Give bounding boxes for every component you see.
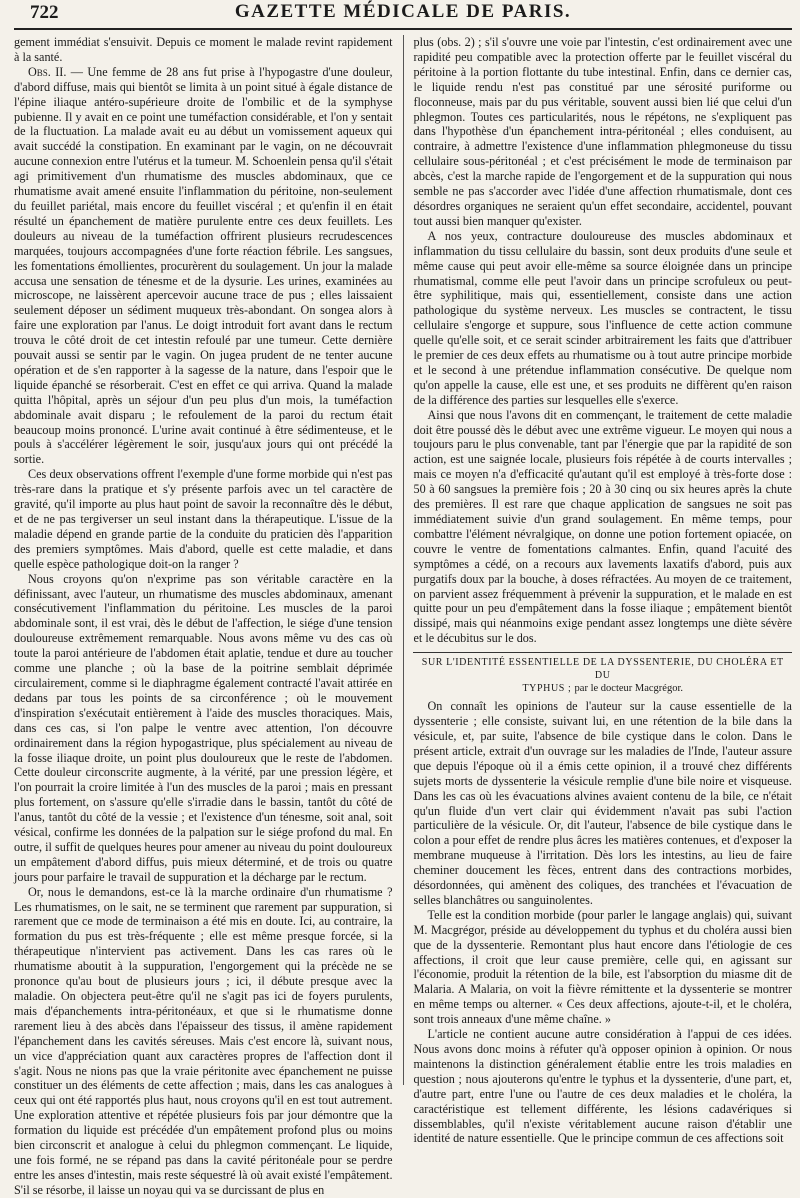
paragraph: Telle est la condition morbide (pour parler le langage anglais) qui, suivant M. Macgrégor, préside au développement du typhus et du choléra aussi bien que de la dyssenterie. Remontant plus haut encore dans l'étiologie de ces affections, il croit que leur cause première, celle qui, en agissant sur l'économie, produit la rétention de la bile, est l'absorption du miasme dit de Malaria. A Malaria, on voit la fièvre rémittente et la dyssenterie se montrer en même temps ou alterner. « Ces deux affections, ajoute-t-il, et le choléra, sont trois anneaux d'une même chaîne. » <box>413 907 792 1027</box>
paragraph: Nous croyons qu'on n'exprime pas son véritable caractère en la définissant, avec l'auteur, un rhumatisme des muscles abdominaux, amenant consécutivement l'inflammation du péritoine. Les muscles de la paroi abdominale sont, il est vrai, dès le début de l'affection, le siége d'une tension douloureuse extrêmement remarquable. Nous avons même vu des cas où toute la paroi antérieure de l'abdomen était aplatie, tendue et dure au toucher comme une planche ; où la base de la poitrine semblait déprimée circulairement, comme si le diaphragme également contracté l'avait attirée en dedans par tous les points de sa circonférence ; où le mouvement d'inspiration s'exécutait entièrement à l'aide des muscles thoraciques. Mais, dans ces cas, si l'on palpe le ventre avec attention, l'on découvre ordinairement dans la région hypogastrique, plus spécialement au niveau de la fosse iliaque droite, un point plus douloureux que le reste de l'abdomen. Cette douleur circonscrite augmente, à la vérité, par une pression légère, et l'on pourrait la croire limitée à l'un des muscles de la paroi ; mais en pressant plus fortement, on s'assure qu'elle s'irradie dans le bassin, tantôt du côté de l'anus, tantôt du côté de la vessie ; et l'existence d'un ténesme, soit anal, soit vésical, confirme les données de la palpation sur le siége profond du mal. En outre, il suffit de quelques heures pour amener au niveau du point douloureux un empâtement d'abord diffus, puis mieux déterminé, et de trois ou quatre jours pour parfaire le travail de suppuration et la décharge par le rectum. <box>14 571 393 884</box>
article-author: par le docteur Macgrégor. <box>574 683 683 695</box>
page-number: 722 <box>30 2 59 23</box>
paragraph: Ainsi que nous l'avons dit en commençant, le traitement de cette maladie doit être poussé dès le début avec une extrême vigueur. Le moyen qui nous a toujours paru le plus convenable, tant par l'énergie que par la rapidité de son action, est une saignée locale, plusieurs fois répétée à de courts intervalles ; mais ce moyen n'a d'efficacité qu'autant qu'il est employé à très-forte dose : 50 à 60 sangsues la première fois ; 20 à 30 cinq ou six heures après la chute des premières. Il est rare que chaque application de sangsues ne soit pas immédiatement suivie d'un grand soulagement. En même temps, pour combattre l'élément névralgique, on donne une potion fortement opiacée, on couvre le ventre de fomentations calmantes. Enfin, quand l'acuité des symptômes a cédé, on a recours aux lavements laxatifs d'abord, puis aux purgatifs doux par la bouche, à doses réfractées. Au moyen de ce traitement, on parvient assez fréquemment à prévenir la suppuration, et le malade en est quitte pour un peu d'empâtement dans la fosse iliaque ; empâtement bientôt dissipé, mais qui néanmoins exige pendant assez longtemps une diète sévère et le décubitus sur le dos. <box>413 407 792 646</box>
article-heading: SUR L'IDENTITÉ ESSENTIELLE DE LA DYSSENTERIE, DU CHOLÉRA ET DU TYPHUS ; par le docteur Macgrégor. <box>421 657 784 695</box>
right-column <box>413 35 792 1146</box>
section-rule <box>413 652 792 653</box>
page-header <box>14 0 792 30</box>
left-column <box>14 35 393 1197</box>
paragraph: A nos yeux, contracture douloureuse des muscles abdominaux et inflammation du tissu cellulaire du bassin, sont deux produits d'une seule et même cause qui peut avoir elle-même sa source éloignée dans un principe rhumatismal, comme elle peut l'avoir dans un principe scrofuleux ou peut-être syphilitique, mais qui, essentiellement, consiste dans une action pathologique du système nerveux. Les muscles se contractent, le tissu cellulaire s'engorge et suppure, sous l'influence de cette action commune quelle qu'elle soit, et ce serait scinder arbitrairement les faits que d'attribuer le premier de ces deux effets au rhumatisme ou à tout autre principe morbide et le second à une prétendue inflammation consécutive. De quelque nom qu'on appelle la cause, elle est une, et ses produits ne diffèrent qu'en raison de la différence des parties sur lesquelles elle s'exerce. <box>413 228 792 407</box>
paragraph: On connaît les opinions de l'auteur sur la cause essentielle de la dyssenterie ; elle consiste, suivant lui, en une rétention de la bile dans la vésicule, et, par suite, l'absence de bile cystique dans le colon. Dans le présent article, extrait d'un ouvrage sur les maladies de l'Inde, l'auteur assure que depuis l'époque où il a émis cette opinion, il a trouvé chez différents sujets morts de dyssenterie la vésicule remplie d'une bile noire et visqueuse. Dans les cas où les évacuations alvines avaient contenu de la bile, ce n'était qu'un fluide d'un vert clair qui évidemment n'avait pas subi l'action particulière de la vésicule. Or, dit l'auteur, l'absence de bile cystique dans le colon a pour effet de rendre plus âcres les matières contenues, et d'exposer la membrane muqueuse à l'irritation. Dès lors les intestins, au lieu de faire cheminer doucement les fèces, entrent dans des contractions morbides, désordonnées, qui amènent des coliques, des tranchées et l'évacuation de selles blanchâtres ou sanguinolentes. <box>413 699 792 907</box>
paragraph-continuation: plus (obs. 2) ; s'il s'ouvre une voie par l'intestin, c'est ordinairement avec une rapidité peu compatible avec la protection offerte par le feuillet viscéral du péritoine à la portion flottante du tube intestinal. Enfin, dans ce dernier cas, le liquide rendu n'est pas constitué par une sérosité puriforme ou floconneuse, mais par du pus véritable, souvent aussi bien lié que celui d'un phlegmon. Toutes ces particularités, nous le répétons, ne s'expliquent pas dans l'hypothèse d'un épanchement intra-péritonéal ; elles conduisent, au contraire, à admettre l'existence d'une inflammation phlegmoneuse du tissu cellulaire sous-péritonéal ; et c'est précisément le mode de terminaison par abcès, c'est la marche rapide de l'engorgement et de la suppuration qui nous semble ne pas s'accorder avec l'idée d'une affection rhumatismale, dont ces désordres organiques ne seraient qu'un effet secondaire, accidentel, pouvant tout aussi bien manquer qu'exister. <box>413 35 792 228</box>
paragraph: Or, nous le demandons, est-ce là la marche ordinaire d'un rhumatisme ? Les rhumatismes, on le sait, ne se terminent que rarement par suppuration, si rarement que ce mode de terminaison a été mis en doute. Ici, au contraire, la formation du pus est très-fréquente ; elle est même presque forcée, si la thérapeutique n'intervient pas activement. Dans les cas rares où le rhumatisme aboutit à la suppuration, l'engorgement qui la précède ne se prononce qu'au bout de plusieurs jours ; ici, il débute presque avec la maladie. On objectera peut-être qu'il ne s'agit pas ici de foyers purulents, mais d'épanchements intra-péritonéaux, et que si le rhumatisme donne rarement lieu à des abcès dans l'épaisseur des tissus, il amène rapidement l'épanchement dans les cavités séreuses. Mais c'est encore là, suivant nous, un vice d'appréciation quant aux caractères propres de l'affection dont il s'agit. Nous ne nions pas que la vraie péritonite avec épanchement ne puisse constituer un des éléments de cette affection ; mais, dans les cas analogues à ceux qui ont été rapportés plus haut, nous croyons qu'il en est tout autrement. Une exploration attentive et répétée plusieurs fois par jour démontre que la formation du liquide est précédée d'un empâtement profond plus ou moins bien circonscrit et analogue à celui du phlegmon commençant. Le liquide, une fois formé, ne se répand pas dans la cavité péritonéale pour se perdre entre les anses d'intestin, mais reste séquestré là où avait existé l'empâtement. S'il se résorbe, il laisse un noyau qui va se durcissant de plus en <box>14 884 393 1197</box>
observation-two: Obs. II. — Une femme de 28 ans fut prise à l'hypogastre d'une douleur, d'abord diffuse, mais qui bientôt se limita à un point situé à égale distance de l'épine iliaque antéro-supérieure droite de l'ombilic et de la symphyse pubienne. Il y avait en ce point une tuméfaction considérable, et l'on y sentait de la fluctuation. La malade avait eu au début un vomissement aqueux qui avait succédé la constipation. En examinant par le vagin, on ne découvrait aucune connexion entre l'utérus et la tumeur. M. Schoenlein pensa qu'il s'était agi primitivement d'un rhumatisme des muscles abdominaux, que ce rhumatisme avait amené ensuite l'inflammation du péritoine, non-seulement du feuillet pariétal, mais encore du feuillet viscéral ; et qu'enfin il en était résulté un épanchement de matière purulente entre ces deux feuillets. Les douleurs au niveau de la tuméfaction offrirent plusieurs recrudescences marquées, toujours accompagnées d'une forte réaction fébrile. Les sangsues, les fomentations émollientes, procurèrent du soulagement. Un jour la malade accusa une sensation de ténesme et de la dysurie. Les urines, examinées au microscope, ne laissèrent apercevoir aucune trace de pus ; elles laissaient seulement déposer un sédiment muqueux très-abondant. On songea alors à faire une exploration par l'anus. Le doigt introduit fort avant dans le rectum trouva le côté droit de cet intestin refoulé par une tumeur. Cette dernière pouvait aussi se sentir par le vagin. On jugea prudent de ne tenter aucune opération et de s'en rapporter à la sagesse de la nature, dans l'espoir que le liquide épanché se résorberait. C'est en effet ce qui arriva. Quand la malade quitta l'hôpital, après un séjour d'un peu plus d'un mois, la tuméfaction abdominale avait disparu ; le refoulement de la paroi du rectum était beaucoup moins prononcé. L'urine avait continué à être sédimenteuse, et le pouls à s'accélérer légèrement le soir, jusqu'aux jours qui ont précédé la sortie. <box>14 64 393 467</box>
paragraph-continuation: gement immédiat s'ensuivit. Depuis ce moment le malade revint rapidement à la santé. <box>14 35 393 64</box>
column-divider <box>403 35 404 1085</box>
text-columns <box>14 35 792 1197</box>
journal-title: GAZETTE MÉDICALE DE PARIS. <box>234 1 572 22</box>
paragraph: L'article ne contient aucune autre considération à l'appui de ces idées. Nous avons donc moins à réfuter qu'à opposer opinion à opinion. Or nous maintenons la distinction généralement établie entre les trois maladies en question ; nous ajouterons qu'entre le typhus et la dyssenterie, d'une part, et, d'autre part, entre l'une ou l'autre de ces deux maladies et le choléra, la caractéristique est tellement différente, les lésions cadavériques si dissemblables, qu'il n'existe véritablement aucune raison d'établir une identité de nature essentielle. Que le principe commun de ces affections soit <box>413 1027 792 1146</box>
paragraph: Ces deux observations offrent l'exemple d'une forme morbide qui n'est pas très-rare dans la pratique et s'y présente parfois avec un tel caractère de gravité, qu'il importe au plus haut point de savoir la reconnaître dès le début, et de ne pas tergiverser un seul instant dans la thérapeutique. L'issue de la maladie dépend en grande partie de la conduite du praticien dès l'apparition des premiers symptômes. Mais d'abord, quelle est cette maladie, et dans quelle espèce pathologique doit-on la ranger ? <box>14 467 393 571</box>
